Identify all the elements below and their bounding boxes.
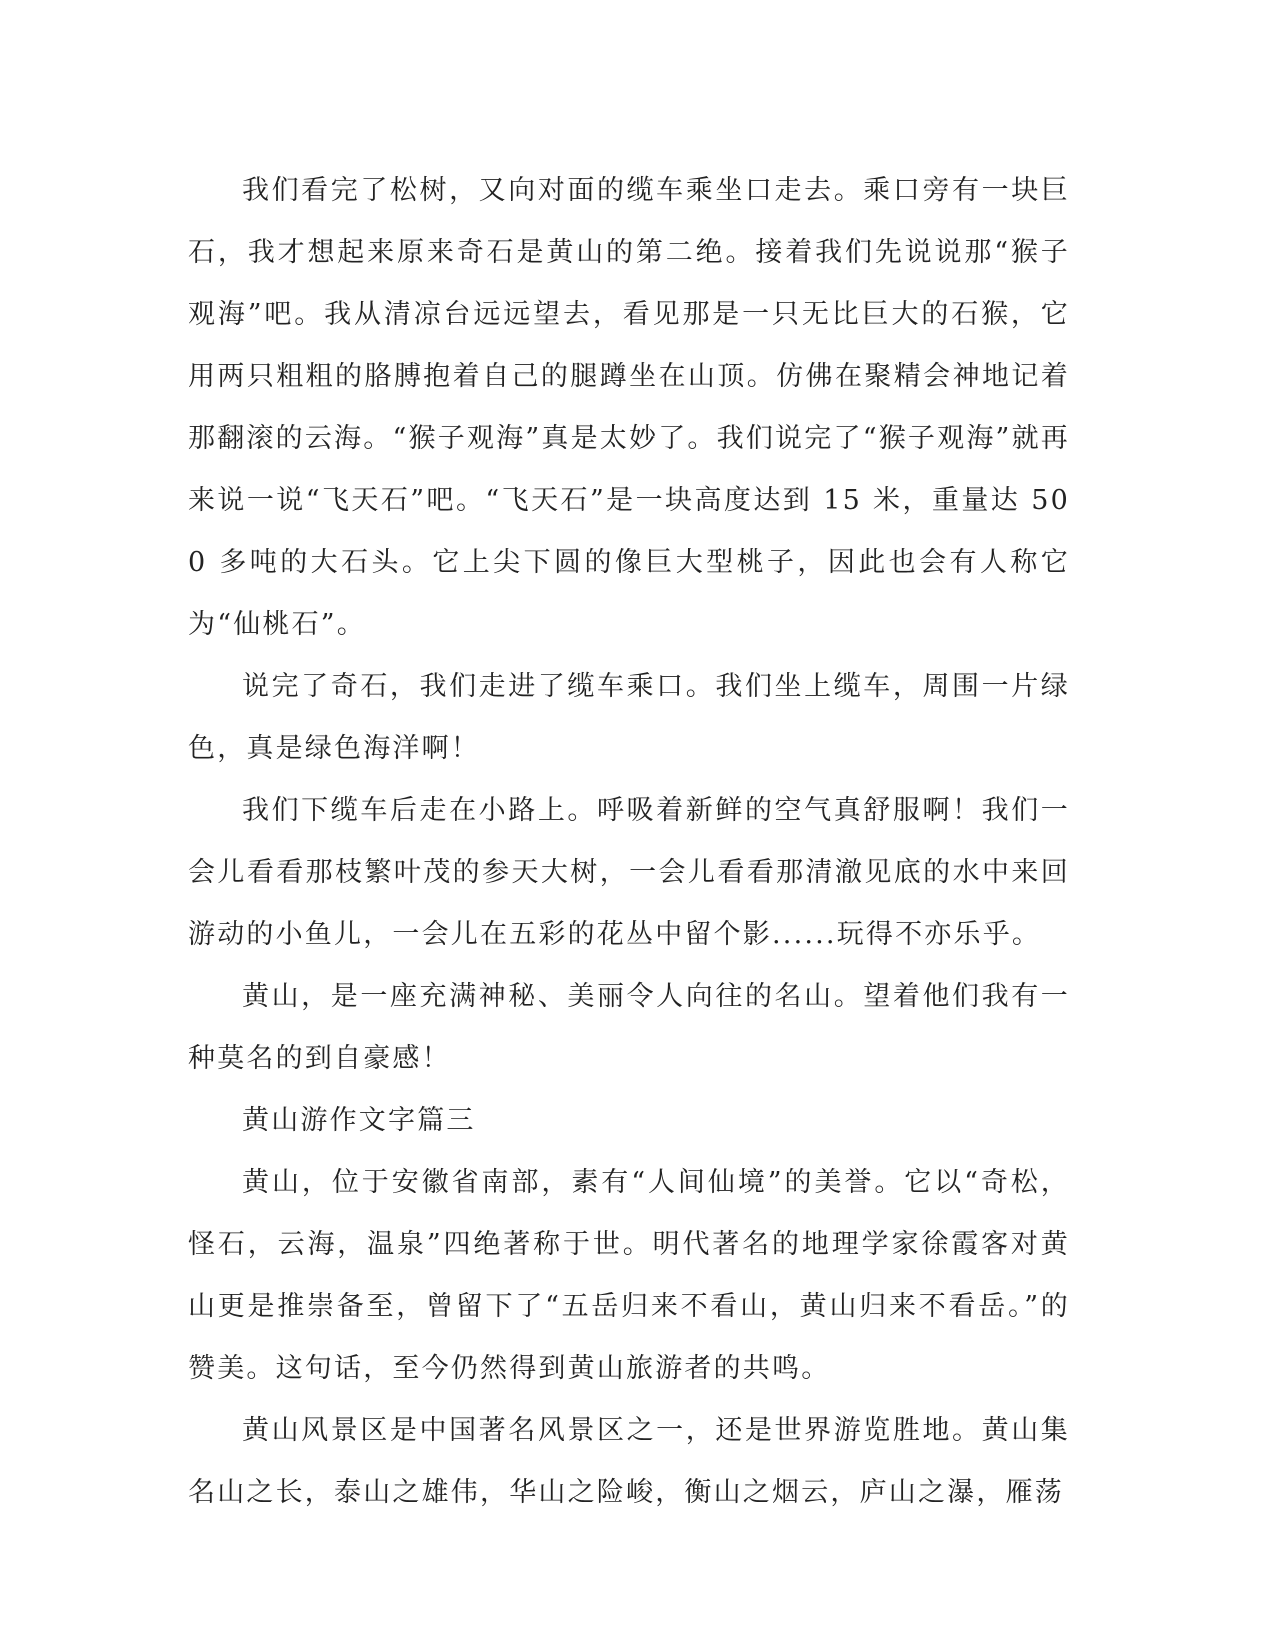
paragraph-scenic-area: 黄山风景区是中国著名风景区之一，还是世界游览胜地。黄山集名山之长，泰山之雄伟，华山之险峻，衡山之烟云，庐山之瀑，雁荡 xyxy=(188,1415,1070,1508)
paragraph-cable-car: 说完了奇石，我们走进了缆车乘口。我们坐上缆车，周围一片绿色，真是绿色海洋啊！ xyxy=(188,671,1070,764)
paragraph-strange-rocks: 我们看完了松树，又向对面的缆车乘坐口走去。乘口旁有一块巨石，我才想起来原来奇石是黄山的第二绝。接着我们先说说那“猴子观海”吧。我从清凉台远远望去，看见那是一只无比巨大的石猴，它用两只粗粗的胳膊抱着自己的腿蹲坐在山顶。仿佛在聚精会神地记着那翻滚的云海。“猴子观海”真是太妙了。我们说完了“猴子观海”就再来说一说“飞天石”吧。“飞天石”是一块高度达到 15 米，重量达 500 多吨的大石头。它上尖下圆的像巨大型桃子，因此也会有人称它为“仙桃石”。 xyxy=(188,175,1070,640)
section-title: 黄山游作文字篇三 xyxy=(242,1105,476,1136)
paragraph-path-walk: 我们下缆车后走在小路上。呼吸着新鲜的空气真舒服啊！我们一会儿看看那枝繁叶茂的参天大树，一会儿看看那清澈见底的水中来回游动的小鱼儿，一会儿在五彩的花丛中留个影......玩得不亦乐乎。 xyxy=(188,795,1070,950)
paragraph-location: 黄山，位于安徽省南部，素有“人间仙境”的美誉。它以“奇松，怪石，云海，温泉”四绝著称于世。明代著名的地理学家徐霞客对黄山更是推崇备至，曾留下了“五岳归来不看山，黄山归来不看岳。”的赞美。这句话，至今仍然得到黄山旅游者的共鸣。 xyxy=(188,1167,1070,1384)
paragraph-pride: 黄山，是一座充满神秘、美丽令人向往的名山。望着他们我有一种莫名的到自豪感！ xyxy=(188,981,1070,1074)
document-body xyxy=(188,160,1070,1524)
